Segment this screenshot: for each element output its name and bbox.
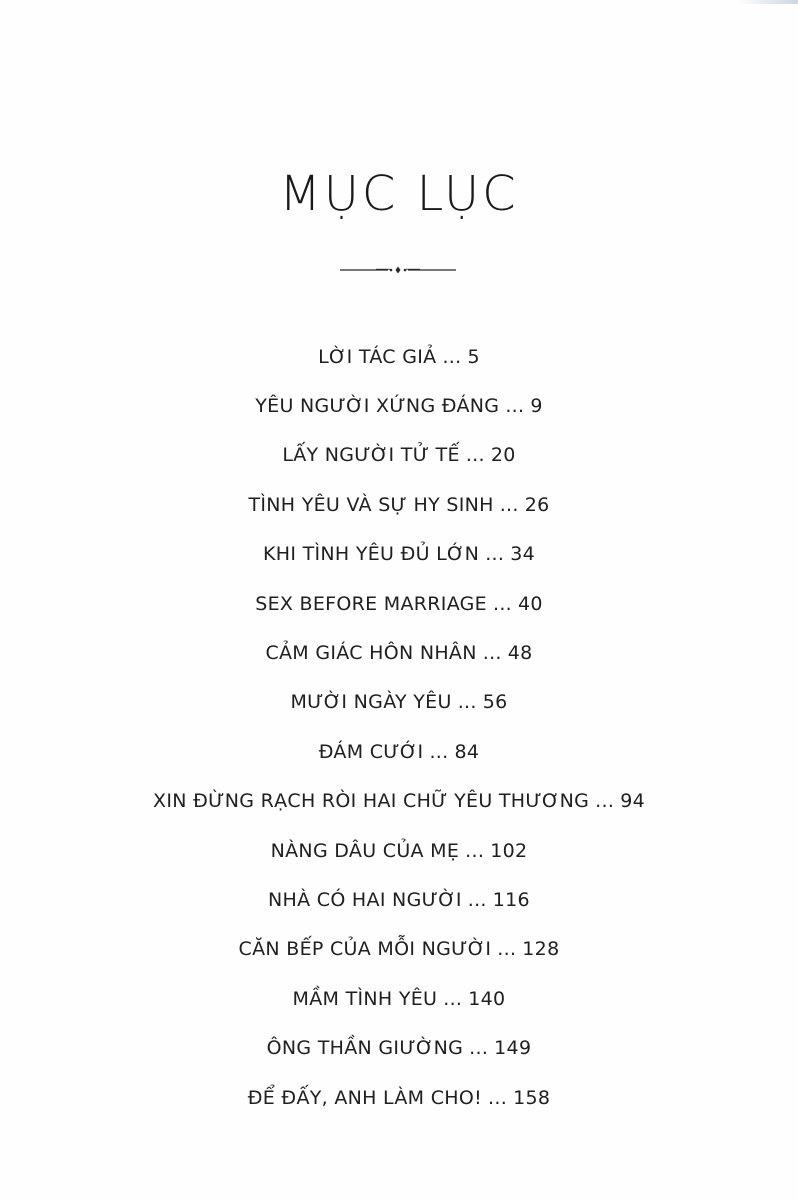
toc-entry-title: LẤY NGƯỜI TỬ TẾ <box>282 444 460 467</box>
toc-entry[interactable] <box>0 480 798 529</box>
toc-entry[interactable] <box>0 628 798 677</box>
toc-entry-separator: ... <box>429 740 449 763</box>
toc-entry-page: 84 <box>454 740 480 763</box>
toc-entry-separator: ... <box>488 1086 508 1109</box>
toc-entry-page: 158 <box>513 1086 551 1109</box>
toc-entry-separator: ... <box>467 888 487 911</box>
toc-entry-separator: ... <box>595 790 615 813</box>
toc-entry-separator: ... <box>442 345 462 368</box>
toc-entry-separator: ... <box>469 1037 489 1060</box>
toc-entry-page: 5 <box>467 345 480 368</box>
toc-entry-page: 48 <box>507 642 533 665</box>
toc-entry-separator: ... <box>497 938 517 961</box>
divider-ornament-icon <box>340 266 456 274</box>
toc-entry-page: 149 <box>494 1037 532 1060</box>
toc-entry-page: 140 <box>468 987 506 1010</box>
toc-entry[interactable] <box>0 530 798 579</box>
toc-entry-title: ĐỂ ĐẤY, ANH LÀM CHO! <box>247 1086 483 1109</box>
toc-entry-page: 34 <box>510 543 536 566</box>
toc-entry-title: TÌNH YÊU VÀ SỰ HY SINH <box>248 493 494 516</box>
toc-entry[interactable] <box>0 826 798 875</box>
toc-entry-page: 26 <box>524 493 550 516</box>
toc-entry-title: LỜI TÁC GIẢ <box>318 345 437 368</box>
toc-entry-page: 40 <box>518 592 543 615</box>
toc-entry-title: CẢM GIÁC HÔN NHÂN <box>265 642 477 665</box>
toc-entry-separator: ... <box>482 642 502 665</box>
toc-entry[interactable] <box>0 727 798 776</box>
toc-entry-separator: ... <box>485 543 505 566</box>
toc-entry-page: 9 <box>530 395 543 418</box>
toc-entry[interactable] <box>0 381 798 430</box>
toc-entry-separator: ... <box>505 395 525 418</box>
toc-entry-page: 20 <box>490 444 516 467</box>
toc-entry[interactable] <box>0 1023 798 1072</box>
toc-entry[interactable] <box>0 1073 798 1122</box>
toc-entry-title: KHI TÌNH YÊU ĐỦ LỚN <box>262 543 480 566</box>
toc-entry-title: MẦM TÌNH YÊU <box>292 987 438 1010</box>
toc-entry-title: XIN ĐỪNG RẠCH RÒI HAI CHỮ YÊU THƯƠNG <box>153 790 590 813</box>
toc-entry-page: 116 <box>492 888 530 911</box>
toc-entry-title: NÀNG DÂU CỦA MẸ <box>270 839 460 862</box>
toc-entry-separator: ... <box>465 839 485 862</box>
toc-entry-title: ĐÁM CƯỚI <box>318 740 424 763</box>
toc-entry[interactable] <box>0 332 798 381</box>
toc-entry-separator: ... <box>457 691 477 714</box>
table-of-contents <box>0 332 798 1122</box>
toc-entry[interactable] <box>0 925 798 974</box>
toc-entry-title: MƯỜI NGÀY YÊU <box>290 691 452 714</box>
toc-entry[interactable] <box>0 777 798 826</box>
toc-entry-separator: ... <box>443 987 463 1010</box>
toc-entry-title: SEX BEFORE MARRIAGE <box>255 592 487 615</box>
toc-entry-title: ÔNG THẦN GIƯỜNG <box>266 1037 464 1060</box>
toc-entry[interactable] <box>0 875 798 924</box>
toc-entry-page: 128 <box>522 938 560 961</box>
toc-entry[interactable] <box>0 579 798 628</box>
toc-entry-separator: ... <box>492 592 513 615</box>
toc-entry-separator: ... <box>499 493 519 516</box>
toc-entry[interactable] <box>0 431 798 480</box>
page-title: MỤC LỤC <box>279 166 519 222</box>
toc-entry-page: 94 <box>620 790 645 813</box>
toc-entry-separator: ... <box>465 444 485 467</box>
toc-entry-title: YÊU NGƯỜI XỨNG ĐÁNG <box>255 395 500 418</box>
toc-entry-page: 56 <box>482 691 508 714</box>
toc-entry-title: NHÀ CÓ HAI NGƯỜI <box>268 888 462 911</box>
toc-entry[interactable] <box>0 678 798 727</box>
toc-entry-page: 102 <box>490 839 528 862</box>
page-edge-tint <box>738 0 798 4</box>
toc-entry[interactable] <box>0 974 798 1023</box>
toc-entry-title: CĂN BẾP CỦA MỖI NGƯỜI <box>238 938 492 961</box>
